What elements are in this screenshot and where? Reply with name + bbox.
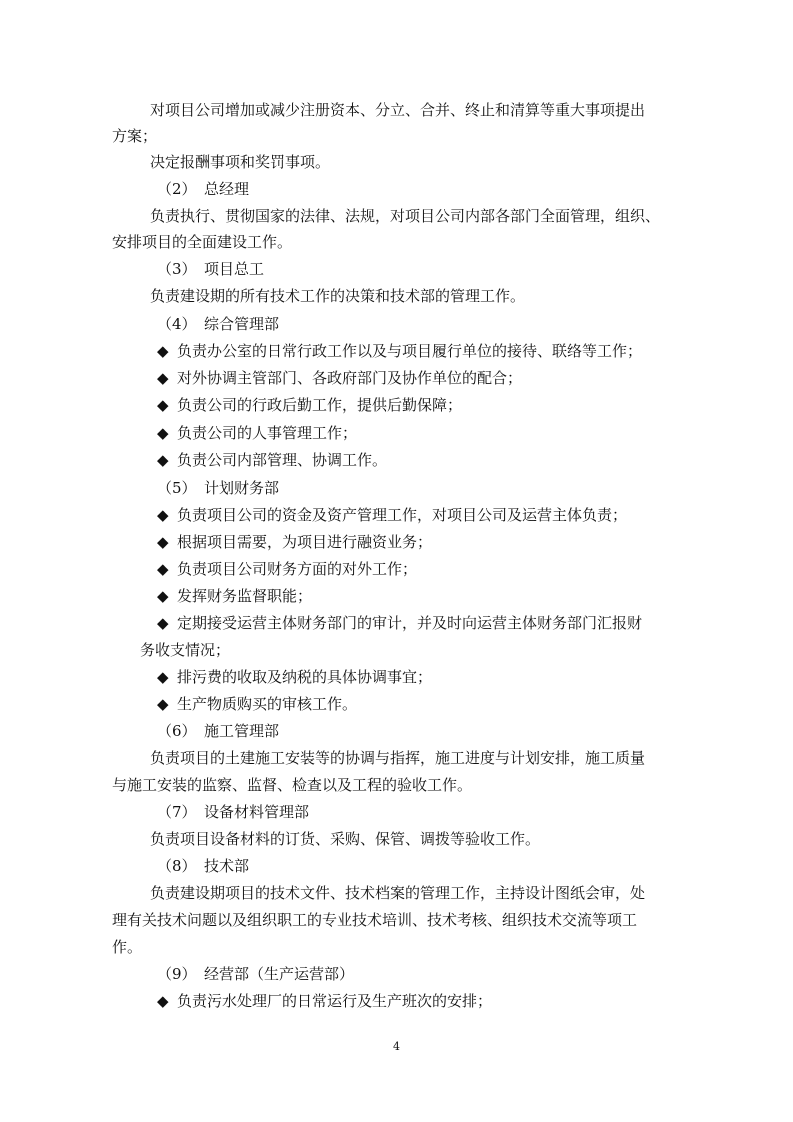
section-heading (157, 802, 309, 822)
section-number: （5） (157, 479, 197, 497)
section-heading (157, 259, 264, 279)
bullet-text: 定期接受运营主体财务部门的审计，并及时向运营主体财务部门汇报财 (177, 614, 643, 632)
bullet-text: 排污费的收取及纳税的具体协调事宜； (177, 668, 433, 686)
bullet-item (157, 694, 357, 714)
section-heading (157, 314, 279, 334)
diamond-bullet-icon: ◆ (157, 533, 169, 551)
diamond-bullet-icon: ◆ (157, 396, 169, 414)
bullet-text: 负责项目公司的资金及资产管理工作，对项目公司及运营主体负责； (177, 506, 628, 524)
diamond-bullet-icon: ◆ (157, 587, 169, 605)
paragraph-line: 负责建设期项目的技术文件、技术档案的管理工作，主持设计图纸会审，处 (150, 884, 646, 902)
paragraph-line: 负责建设期的所有技术工作的决策和技术部的管理工作。 (150, 287, 526, 305)
bullet-text: 发挥财务监督职能； (177, 587, 313, 605)
diamond-bullet-icon: ◆ (157, 424, 169, 442)
section-number: （4） (157, 315, 197, 333)
bullet-text: 负责办公室的日常行政工作以及与项目履行单位的接待、联络等工作； (177, 342, 643, 360)
bullet-text: 负责公司的行政后勤工作，提供后勤保障； (177, 396, 463, 414)
bullet-text: 根据项目需要，为项目进行融资业务； (177, 533, 433, 551)
paragraph-line: 负责执行、贯彻国家的法律、法规，对项目公司内部各部门全面管理，组织、 (150, 207, 661, 225)
bullet-text: 负责公司内部管理、协调工作。 (177, 451, 388, 469)
section-number: （2） (157, 180, 197, 198)
bullet-text: 负责项目公司财务方面的对外工作； (177, 560, 418, 578)
paragraph-line: 负责项目的土建施工安装等的协调与指挥，施工进度与计划安排，施工质量 (150, 749, 646, 767)
paragraph-line: 与施工安装的监察、监督、检查以及工程的验收工作。 (112, 776, 473, 794)
diamond-bullet-icon: ◆ (157, 451, 169, 469)
section-number: （7） (157, 803, 197, 821)
bullet-item (157, 368, 522, 388)
diamond-bullet-icon: ◆ (157, 342, 169, 360)
bullet-item (157, 559, 417, 579)
page-number: 4 (393, 1040, 400, 1053)
section-number: （3） (157, 260, 197, 278)
section-number: （6） (157, 722, 197, 740)
section-number: （8） (157, 857, 197, 875)
bullet-item (157, 586, 312, 606)
paragraph-line: 对项目公司增加或减少注册资本、分立、合并、终止和清算等重大事项提出 (150, 101, 646, 119)
bullet-text: 对外协调主管部门、各政府部门及协作单位的配合； (177, 369, 523, 387)
bullet-text: 生产物质购买的审核工作。 (177, 695, 358, 713)
diamond-bullet-icon: ◆ (157, 560, 169, 578)
bullet-item (157, 532, 432, 552)
paragraph-line: 方案； (112, 127, 158, 145)
section-heading (157, 856, 249, 876)
bullet-text: 负责公司的人事管理工作； (177, 424, 358, 442)
paragraph-line: 决定报酬事项和奖罚事项。 (150, 153, 331, 171)
section-title: 总经理 (204, 180, 250, 198)
section-title: 经营部（生产运营部） (204, 965, 355, 983)
bullet-item (157, 505, 627, 525)
paragraph-line: 作。 (112, 938, 143, 956)
bullet-item (157, 395, 462, 415)
bullet-item (157, 613, 642, 633)
section-title: 项目总工 (204, 260, 265, 278)
diamond-bullet-icon: ◆ (157, 992, 169, 1010)
diamond-bullet-icon: ◆ (157, 695, 169, 713)
section-heading (157, 964, 354, 984)
section-number: （9） (157, 965, 197, 983)
bullet-item (157, 991, 492, 1011)
diamond-bullet-icon: ◆ (157, 506, 169, 524)
bullet-item (157, 341, 642, 361)
diamond-bullet-icon: ◆ (157, 369, 169, 387)
section-heading (157, 179, 249, 199)
bullet-text: 负责污水处理厂的日常运行及生产班次的安排； (177, 992, 493, 1010)
section-heading (157, 721, 279, 741)
bullet-item (157, 423, 357, 443)
section-title: 技术部 (204, 857, 250, 875)
bullet-continuation: 务收支情况； (140, 641, 231, 659)
section-heading (157, 478, 279, 498)
section-title: 设备材料管理部 (204, 803, 310, 821)
bullet-item (157, 667, 432, 687)
section-title: 综合管理部 (204, 315, 280, 333)
paragraph-line: 安排项目的全面建设工作。 (112, 233, 293, 251)
section-title: 施工管理部 (204, 722, 280, 740)
paragraph-line: 理有关技术问题以及组织职工的专业技术培训、技术考核、组织技术交流等项工 (112, 911, 638, 929)
bullet-item (157, 450, 387, 470)
section-title: 计划财务部 (204, 479, 280, 497)
diamond-bullet-icon: ◆ (157, 668, 169, 686)
paragraph-line: 负责项目设备材料的订货、采购、保管、调拨等验收工作。 (150, 830, 541, 848)
diamond-bullet-icon: ◆ (157, 614, 169, 632)
